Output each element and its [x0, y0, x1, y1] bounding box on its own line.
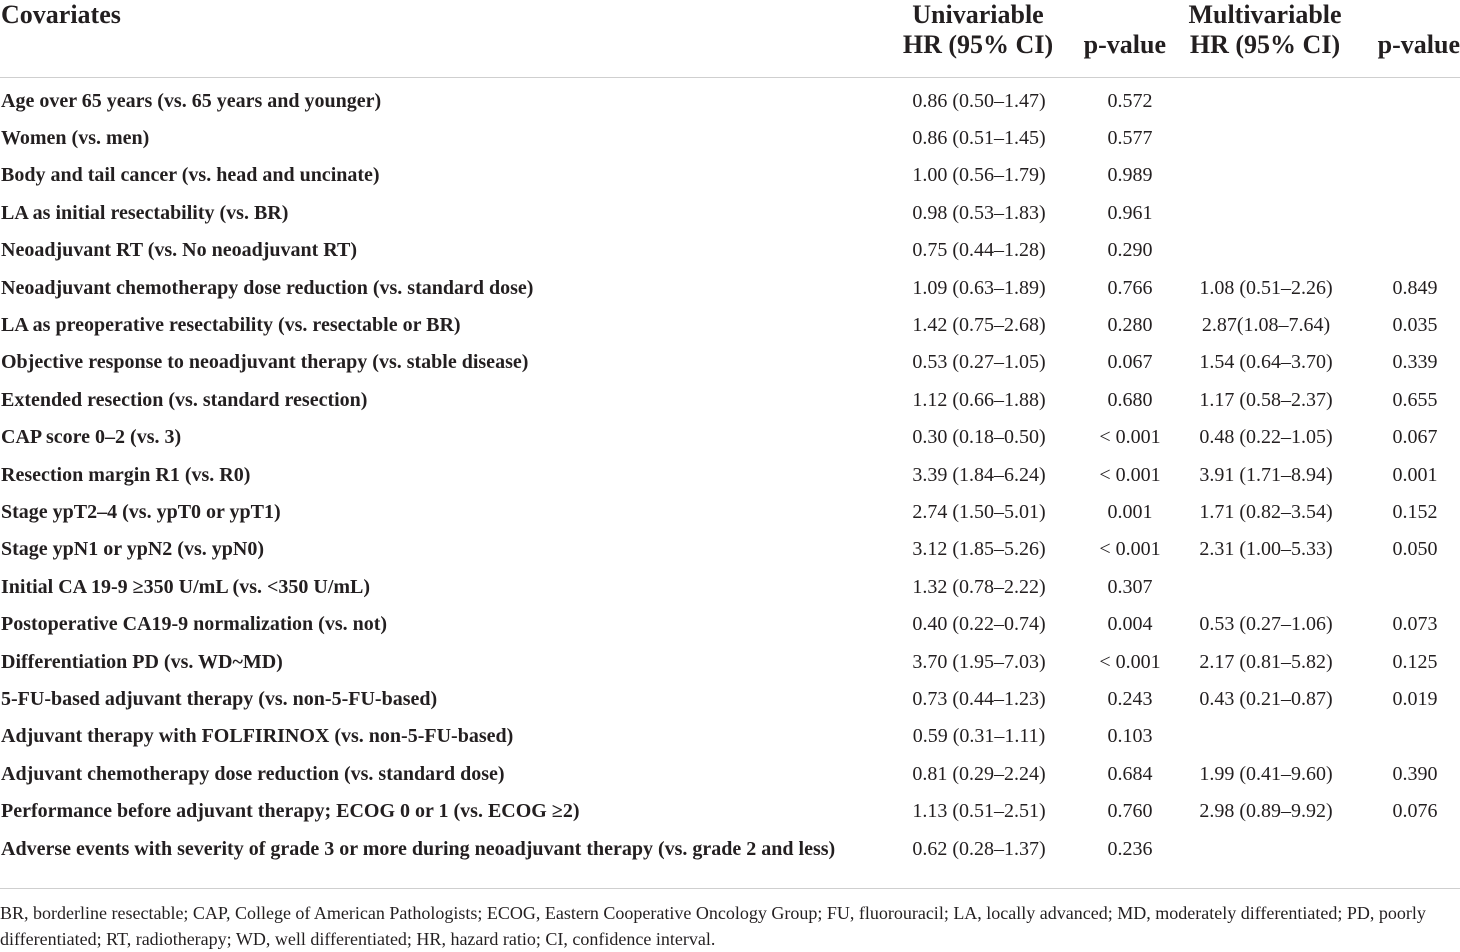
row-univariable-hr: 3.12 (1.85–5.26) — [912, 538, 1046, 561]
row-multivariable-hr: 3.91 (1.71–8.94) — [1199, 463, 1333, 486]
row-univariable-pvalue: < 0.001 — [1099, 463, 1161, 486]
table-row — [0, 119, 1460, 156]
row-covariate: LA as initial resectability (vs. BR) — [1, 201, 289, 224]
row-multivariable-hr: 0.53 (0.27–1.06) — [1199, 613, 1333, 636]
row-multivariable-pvalue: 0.655 — [1392, 388, 1438, 411]
row-multivariable-pvalue: 0.073 — [1392, 613, 1438, 636]
row-univariable-pvalue: < 0.001 — [1099, 650, 1161, 673]
row-univariable-hr: 0.53 (0.27–1.05) — [912, 351, 1046, 374]
row-univariable-hr: 0.62 (0.28–1.37) — [912, 837, 1046, 860]
table-row — [0, 306, 1460, 343]
row-multivariable-pvalue — [1354, 718, 1460, 755]
table-row — [0, 755, 1460, 792]
row-multivariable-pvalue — [1354, 119, 1460, 156]
row-multivariable-hr: 2.87(1.08–7.64) — [1201, 314, 1331, 337]
table-row — [0, 381, 1460, 418]
row-univariable-pvalue: < 0.001 — [1099, 426, 1161, 449]
row-covariate: Body and tail cancer (vs. head and uncinate) — [1, 164, 380, 187]
row-multivariable-hr — [1176, 119, 1354, 156]
row-univariable-hr: 0.30 (0.18–0.50) — [912, 426, 1046, 449]
row-univariable-pvalue: 0.684 — [1107, 762, 1153, 785]
header-multivariable-hr — [1176, 0, 1354, 78]
row-multivariable-hr: 2.98 (0.89–9.92) — [1199, 800, 1333, 823]
row-multivariable-hr: 1.99 (0.41–9.60) — [1199, 762, 1333, 785]
table-row — [0, 232, 1460, 269]
row-univariable-hr: 0.98 (0.53–1.83) — [912, 201, 1046, 224]
row-covariate: Adjuvant chemotherapy dose reduction (vs. standard dose) — [1, 762, 505, 785]
header-covariates: Covariates — [0, 0, 880, 78]
row-multivariable-hr: 1.08 (0.51–2.26) — [1199, 276, 1333, 299]
row-multivariable-pvalue: 0.035 — [1392, 314, 1438, 337]
table-header — [0, 0, 1460, 78]
row-multivariable-pvalue: 0.849 — [1392, 276, 1438, 299]
row-univariable-pvalue: 0.103 — [1107, 725, 1153, 748]
header-univariable-label: Univariable — [912, 0, 1044, 29]
table-row — [0, 792, 1460, 829]
row-covariate: Adverse events with severity of grade 3 or more during neoadjuvant therapy (vs. grade 2 and less) — [1, 837, 836, 860]
row-multivariable-hr — [1176, 78, 1354, 120]
row-univariable-hr: 1.12 (0.66–1.88) — [912, 388, 1046, 411]
row-univariable-hr: 1.00 (0.56–1.79) — [912, 164, 1046, 187]
header-univariable-hr-label: HR (95% CI) — [902, 30, 1054, 59]
row-univariable-pvalue: 0.766 — [1107, 276, 1153, 299]
row-univariable-pvalue: 0.001 — [1107, 500, 1153, 523]
table-row — [0, 605, 1460, 642]
row-univariable-pvalue: 0.961 — [1107, 201, 1153, 224]
row-univariable-pvalue: 0.572 — [1107, 89, 1153, 112]
row-multivariable-hr: 1.71 (0.82–3.54) — [1199, 500, 1333, 523]
row-univariable-hr: 3.70 (1.95–7.03) — [912, 650, 1046, 673]
row-univariable-pvalue: 0.680 — [1107, 388, 1153, 411]
row-multivariable-hr: 0.43 (0.21–0.87) — [1199, 687, 1333, 710]
row-covariate: 5-FU-based adjuvant therapy (vs. non-5-FU-based) — [1, 687, 438, 710]
table-row — [0, 493, 1460, 530]
row-covariate: Performance before adjuvant therapy; ECOG 0 or 1 (vs. ECOG ≥2) — [1, 800, 580, 823]
row-univariable-hr: 0.40 (0.22–0.74) — [912, 613, 1046, 636]
row-univariable-hr: 2.74 (1.50–5.01) — [912, 500, 1046, 523]
row-univariable-hr: 1.09 (0.63–1.89) — [912, 276, 1046, 299]
row-multivariable-hr: 2.31 (1.00–5.33) — [1199, 538, 1333, 561]
table-row — [0, 269, 1460, 306]
row-univariable-hr: 0.59 (0.31–1.11) — [912, 725, 1046, 748]
table-row — [0, 643, 1460, 680]
row-covariate: Neoadjuvant RT (vs. No neoadjuvant RT) — [1, 239, 358, 262]
table-row — [0, 568, 1460, 605]
row-univariable-hr: 1.13 (0.51–2.51) — [912, 800, 1046, 823]
row-univariable-hr: 0.73 (0.44–1.23) — [912, 687, 1046, 710]
table-row — [0, 531, 1460, 568]
row-covariate: Stage ypT2–4 (vs. ypT0 or ypT1) — [1, 500, 281, 523]
table-row — [0, 830, 1460, 867]
row-univariable-pvalue: 0.280 — [1107, 314, 1153, 337]
header-multivariable-pvalue: p-value — [1354, 0, 1460, 78]
header-multivariable-hr-label: HR (95% CI) — [1189, 30, 1341, 59]
row-covariate: Age over 65 years (vs. 65 years and younger) — [1, 89, 382, 112]
row-covariate: Initial CA 19-9 ≥350 U/mL (vs. <350 U/mL) — [1, 575, 371, 598]
row-covariate: Extended resection (vs. standard resection) — [1, 388, 368, 411]
row-multivariable-pvalue: 0.076 — [1392, 800, 1438, 823]
row-univariable-pvalue: < 0.001 — [1099, 538, 1161, 561]
header-multivariable-label: Multivariable — [1188, 0, 1342, 29]
table-row — [0, 718, 1460, 755]
row-multivariable-pvalue — [1354, 568, 1460, 605]
row-covariate: LA as preoperative resectability (vs. resectable or BR) — [1, 314, 461, 337]
row-univariable-hr: 0.81 (0.29–2.24) — [912, 762, 1046, 785]
row-covariate: Differentiation PD (vs. WD~MD) — [1, 650, 283, 673]
table-row — [0, 194, 1460, 231]
table-body — [0, 78, 1460, 868]
table-row — [0, 78, 1460, 120]
row-univariable-hr: 1.32 (0.78–2.22) — [912, 575, 1046, 598]
row-covariate: Postoperative CA19-9 normalization (vs. not) — [1, 613, 388, 636]
row-multivariable-hr — [1176, 194, 1354, 231]
row-multivariable-hr: 1.17 (0.58–2.37) — [1199, 388, 1333, 411]
row-multivariable-hr — [1176, 830, 1354, 867]
row-univariable-pvalue: 0.004 — [1107, 613, 1153, 636]
row-covariate: Objective response to neoadjuvant therapy (vs. stable disease) — [1, 351, 529, 374]
row-multivariable-pvalue — [1354, 78, 1460, 120]
row-covariate: Resection margin R1 (vs. R0) — [1, 463, 251, 486]
row-univariable-hr: 0.86 (0.51–1.45) — [912, 127, 1046, 150]
table-row — [0, 344, 1460, 381]
header-row — [0, 0, 1460, 78]
row-multivariable-pvalue: 0.019 — [1392, 687, 1438, 710]
row-multivariable-pvalue: 0.390 — [1392, 762, 1438, 785]
row-multivariable-pvalue: 0.050 — [1392, 538, 1438, 561]
row-univariable-hr: 0.75 (0.44–1.28) — [912, 239, 1046, 262]
row-univariable-hr: 0.86 (0.50–1.47) — [912, 89, 1046, 112]
row-multivariable-hr — [1176, 157, 1354, 194]
row-covariate: Adjuvant therapy with FOLFIRINOX (vs. non-5-FU-based) — [1, 725, 514, 748]
row-multivariable-pvalue: 0.067 — [1392, 426, 1438, 449]
row-univariable-pvalue: 0.307 — [1107, 575, 1153, 598]
row-univariable-hr: 3.39 (1.84–6.24) — [912, 463, 1046, 486]
row-multivariable-pvalue — [1354, 157, 1460, 194]
header-univariable-hr — [880, 0, 1076, 78]
row-univariable-pvalue: 0.989 — [1107, 164, 1153, 187]
table-row — [0, 157, 1460, 194]
row-covariate: CAP score 0–2 (vs. 3) — [1, 426, 182, 449]
table-row — [0, 456, 1460, 493]
row-univariable-pvalue: 0.760 — [1107, 800, 1153, 823]
row-multivariable-pvalue — [1354, 194, 1460, 231]
row-multivariable-hr — [1176, 232, 1354, 269]
row-univariable-pvalue: 0.236 — [1107, 837, 1153, 860]
header-univariable-pvalue: p-value — [1076, 0, 1176, 78]
row-multivariable-hr — [1176, 568, 1354, 605]
row-multivariable-pvalue — [1354, 232, 1460, 269]
table-footnote: BR, borderline resectable; CAP, College of American Pathologists; ECOG, Eastern Cooperative Oncology Group; FU, fluorouracil; LA, locally advanced; MD, moderately differentiated; PD, poorly differentiated; RT, radiotherapy; WD, well differentiated; HR, hazard ratio; CI, confidence interval. — [0, 888, 1460, 952]
row-univariable-pvalue: 0.577 — [1107, 127, 1153, 150]
row-covariate: Stage ypN1 or ypN2 (vs. ypN0) — [1, 538, 264, 561]
row-multivariable-hr: 1.54 (0.64–3.70) — [1199, 351, 1333, 374]
row-multivariable-hr: 0.48 (0.22–1.05) — [1199, 426, 1333, 449]
row-multivariable-pvalue: 0.152 — [1392, 500, 1438, 523]
row-univariable-hr: 1.42 (0.75–2.68) — [912, 314, 1046, 337]
row-multivariable-pvalue: 0.125 — [1392, 650, 1438, 673]
row-multivariable-hr: 2.17 (0.81–5.82) — [1199, 650, 1333, 673]
row-multivariable-hr — [1176, 718, 1354, 755]
row-multivariable-pvalue: 0.339 — [1392, 351, 1438, 374]
row-multivariable-pvalue — [1354, 830, 1460, 867]
table-row — [0, 680, 1460, 717]
row-univariable-pvalue: 0.290 — [1107, 239, 1153, 262]
row-covariate: Neoadjuvant chemotherapy dose reduction (vs. standard dose) — [1, 276, 534, 299]
row-univariable-pvalue: 0.243 — [1107, 687, 1153, 710]
row-covariate: Women (vs. men) — [1, 127, 150, 150]
row-multivariable-pvalue: 0.001 — [1392, 463, 1438, 486]
row-univariable-pvalue: 0.067 — [1107, 351, 1153, 374]
table-row — [0, 419, 1460, 456]
